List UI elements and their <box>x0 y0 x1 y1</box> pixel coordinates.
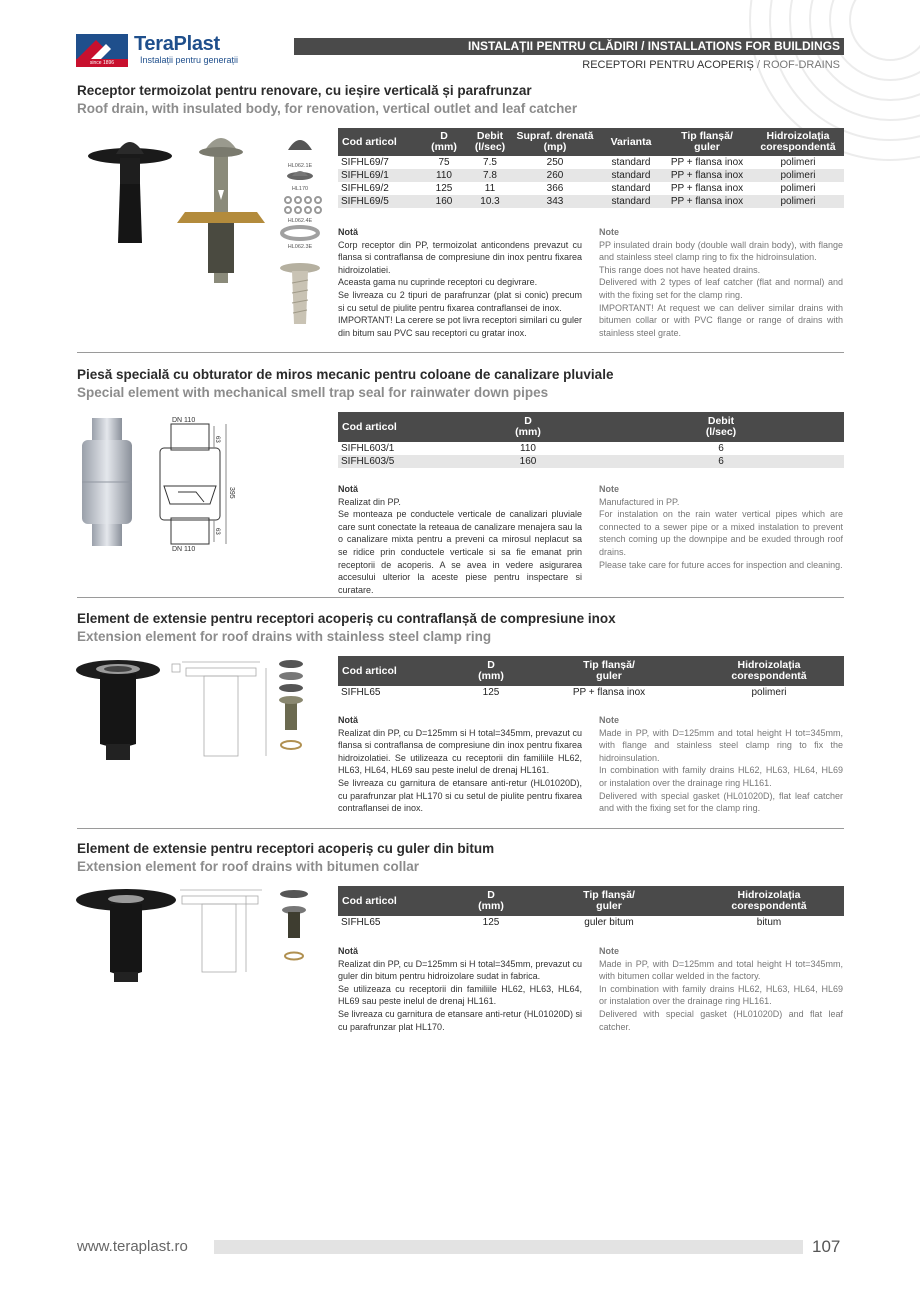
note-line: Se livreaza cu garnitura de etansare anti-retur (HL01020D), cu parafrunzar plat HL170 si cu setul de piulite pentru fixarea contraflansei de inox. <box>338 777 582 814</box>
note-line: Delivered with special gasket (HL01020D), flat leaf catcher and with the fixing set for the clamp ring. <box>599 790 843 814</box>
cell: 125 <box>418 182 470 195</box>
section-4-spec-table <box>338 886 844 929</box>
section-divider <box>77 352 844 353</box>
cell: 7.8 <box>470 169 510 182</box>
brand-name: TeraPlast <box>134 33 220 55</box>
cell: PP + flansa inox <box>662 195 752 208</box>
table-header-row <box>338 886 844 916</box>
cell: PP + flansa inox <box>524 686 694 699</box>
section-3-note-ro <box>338 714 582 815</box>
teraplast-logo <box>76 34 246 68</box>
cell: polimeri <box>752 195 844 208</box>
note-line: Made in PP, with D=125mm and total height H tot=345mm, with flange and stainless steel clamp ring to fix the hidroinsulation. <box>599 727 843 763</box>
cell: bitum <box>694 916 844 929</box>
cell: 75 <box>418 156 470 169</box>
cell: 343 <box>510 195 600 208</box>
col-header: D (mm) <box>458 656 524 686</box>
note-line: Realizat din PP. <box>338 496 401 507</box>
section-1-title-en: Roof drain, with insulated body, for renovation, vertical outlet and leaf catcher <box>77 101 578 116</box>
cell: 10.3 <box>470 195 510 208</box>
col-header: Hidroizolația corespondentă <box>694 656 844 686</box>
table-header-row <box>338 412 844 442</box>
section-1-title-ro: Receptor termoizolat pentru renovare, cu ieșire verticală și parafrunzar <box>77 83 532 98</box>
cell: standard <box>600 195 662 208</box>
note-line: Se utilizeaza cu receptorii din familiile HL62, HL63, HL64, HL69 sau peste inelul de drenaj HL161. <box>338 983 582 1007</box>
subcategory-en: ROOF-DRAINS <box>763 59 840 71</box>
col-header: Hidroizolația corespondentă <box>752 128 844 156</box>
cell: 125 <box>458 916 524 929</box>
roof-logo-icon <box>76 34 128 60</box>
extension-clamp-product-image <box>76 656 326 766</box>
cell: 366 <box>510 182 600 195</box>
col-header: Cod articol <box>338 656 458 686</box>
section-3-title-ro: Element de extensie pentru receptori acoperiș cu contraflanșă de compresiune inox <box>77 611 616 626</box>
cell: 160 <box>458 455 598 468</box>
table-row <box>338 916 844 929</box>
subcategory-separator: / <box>753 59 763 71</box>
section-2-note-ro <box>338 483 582 596</box>
section-3-spec-table <box>338 656 844 699</box>
cell: PP + flansa inox <box>662 156 752 169</box>
section-divider <box>77 597 844 598</box>
note-heading: Notă <box>338 484 358 494</box>
part-label: HL062.1E <box>287 163 313 169</box>
cell: standard <box>600 156 662 169</box>
section-4-title-en: Extension element for roof drains with bitumen collar <box>77 859 420 874</box>
cell: 11 <box>470 182 510 195</box>
section-2-title-en: Special element with mechanical smell trap seal for rainwater down pipes <box>77 385 549 400</box>
col-header: D (mm) <box>418 128 470 156</box>
section-2-note-en <box>599 483 843 571</box>
col-header: Debit (l/sec) <box>470 128 510 156</box>
cell: 250 <box>510 156 600 169</box>
col-header: Varianta <box>600 128 662 156</box>
note-heading: Note <box>599 484 619 494</box>
cell: 7.5 <box>470 156 510 169</box>
section-4-note-ro <box>338 945 582 1033</box>
cell: polimeri <box>694 686 844 699</box>
part-label: HL062.4E <box>287 218 313 224</box>
note-line: Corp receptor din PP, termoizolat anticondens prevazut cu flansa si contraflansa de compresiune din inox pentru fixarea hidroizolatiei. <box>338 239 582 275</box>
note-heading: Notă <box>338 946 358 956</box>
cell: 110 <box>458 442 598 455</box>
col-header: Debit (l/sec) <box>598 412 844 442</box>
cell: PP + flansa inox <box>662 182 752 195</box>
note-line: Delivered with special gasket (HL01020D) and flat leaf catcher. <box>599 1008 843 1032</box>
section-divider <box>77 828 844 829</box>
table-row <box>338 455 844 468</box>
cell: SIFHL69/2 <box>338 182 418 195</box>
note-line: Se livreaza cu 2 tipuri de parafrunzar (plat si conic) precum si cu setul de piulite pentru fixarea contraflansei de inox. <box>338 289 582 313</box>
note-line: This range does not have heated drains. <box>599 264 761 275</box>
note-line: Realizat din PP, cu D=125mm si H total=345mm, prevazut cu guler din bitum pentru hidroizolare sudat in fabrica. <box>338 958 582 982</box>
subcategory <box>500 59 840 71</box>
table-row <box>338 442 844 455</box>
cell: 6 <box>598 442 844 455</box>
dn-label: DN 110 <box>172 546 196 552</box>
table-row <box>338 156 844 169</box>
smell-trap-product-image <box>78 412 243 552</box>
part-label: HL062.3E <box>287 244 313 250</box>
note-heading: Notă <box>338 715 358 725</box>
footer-url[interactable]: www.teraplast.ro <box>77 1238 188 1255</box>
col-header: D (mm) <box>458 886 524 916</box>
section-2-title-ro: Piesă specială cu obturator de miros mecanic pentru coloane de canalizare pluviale <box>77 367 614 382</box>
cell: standard <box>600 182 662 195</box>
note-line: In combination with family drains HL62, HL63, HL64, HL69 or instalation over the drainage ring HL161. <box>599 983 843 1007</box>
note-heading: Note <box>599 946 619 956</box>
cell: SIFHL65 <box>338 916 458 929</box>
cell: SIFHL69/7 <box>338 156 418 169</box>
section-4-title-ro: Element de extensie pentru receptori acoperiș cu guler din bitum <box>77 841 495 856</box>
part-label: HL170 <box>291 186 309 192</box>
category-bar: INSTALAȚII PENTRU CLĂDIRI / INSTALLATIONS FOR BUILDINGS <box>294 38 844 55</box>
cell: SIFHL69/5 <box>338 195 418 208</box>
note-line: Aceasta gama nu cuprinde receptori cu degivrare. <box>338 277 538 288</box>
since-badge: since 1896 <box>76 59 128 67</box>
note-line: Realizat din PP, cu D=125mm si H total=345mm, prevazut cu flansa si contraflansa de compresiune din inox pentru fixarea hidroizolatiei. Se utilizeaza cu receptorii din familiile HL62, HL63, HL64, HL69 sau peste inelul de drenaj HL161. <box>338 727 582 776</box>
note-heading: Note <box>599 227 619 237</box>
footer-bar <box>214 1240 803 1254</box>
section-1-spec-table <box>338 128 844 208</box>
table-header-row <box>338 128 844 156</box>
cell: 6 <box>598 455 844 468</box>
cell: guler bitum <box>524 916 694 929</box>
col-header: Supraf. drenată (mp) <box>510 128 600 156</box>
height-label: 63 <box>214 528 220 535</box>
note-line: Manufactured in PP. <box>599 496 680 507</box>
note-line: In combination with family drains HL62, HL63, HL64, HL69 or instalation over the drainage ring HL161. <box>599 765 843 788</box>
col-header: Cod articol <box>338 128 418 156</box>
col-header: Hidroizolația corespondentă <box>694 886 844 916</box>
col-header: Tip flanșă/ guler <box>524 656 694 686</box>
section-3-note-en <box>599 714 843 815</box>
col-header: Tip flanșă/ guler <box>662 128 752 156</box>
cell: 160 <box>418 195 470 208</box>
cell: polimeri <box>752 169 844 182</box>
table-row <box>338 182 844 195</box>
section-2-spec-table <box>338 412 844 468</box>
cell: SIFHL603/5 <box>338 455 458 468</box>
cell: 260 <box>510 169 600 182</box>
section-3-title-en: Extension element for roof drains with stainless steel clamp ring <box>77 629 492 644</box>
note-heading: Note <box>599 715 619 725</box>
note-line: PP insulated drain body (double wall drain body), with flange and stainless steel clamp ring to fix the hidroinsulation. <box>599 239 843 263</box>
note-line: For instalation on the rain water vertical pipes which are connected to a sewer pipe or a mixed instalation to prevent stench coming up the downpipe and be exuded through roof drains. <box>599 509 843 557</box>
page-number: 107 <box>812 1237 841 1256</box>
table-row <box>338 195 844 208</box>
cell: standard <box>600 169 662 182</box>
note-line: Se monteaza pe conductele verticale de canalizari pluviale care sunt conectate la reteaua de canalizare menajera sau la o canalizare mixta pentru a preveni ca mirosul neplacut sa se ridice prin conductele verticale si sa fie emanat prin receptorii de acoperis. A se avea in vedere asigurarea accesului ulterior la aceste piese pentru inspectare si curatare. <box>338 509 582 595</box>
height-label: 63 <box>214 436 220 443</box>
table-header-row <box>338 656 844 686</box>
col-header: Cod articol <box>338 412 458 442</box>
col-header: Tip flanșă/ guler <box>524 886 694 916</box>
cell: SIFHL603/1 <box>338 442 458 455</box>
note-line: IMPORTANT! La cerere se pot livra receptori similari cu guler din bitum sau PVC sau receptori cu gratar inox. <box>338 315 582 338</box>
roof-drain-product-image <box>80 128 330 333</box>
cell: polimeri <box>752 182 844 195</box>
cell: 110 <box>418 169 470 182</box>
note-heading: Notă <box>338 227 358 237</box>
subcategory-ro: RECEPTORI PENTRU ACOPERIȘ <box>582 59 754 71</box>
section-1-note-ro <box>338 226 582 339</box>
cell: polimeri <box>752 156 844 169</box>
height-label: 395 <box>228 487 235 499</box>
col-header: D (mm) <box>458 412 598 442</box>
cell: 125 <box>458 686 524 699</box>
extension-bitumen-product-image <box>76 886 326 986</box>
section-1-note-en <box>599 226 843 339</box>
cell: SIFHL65 <box>338 686 458 699</box>
table-row <box>338 686 844 699</box>
note-line: IMPORTANT! At request we can deliver similar drains with bitumen collar or with PVC flange or range of drains with stainless steel grate. <box>599 302 843 338</box>
note-line: Please take care for future acces for inspection and cleaning. <box>599 559 843 570</box>
table-row <box>338 169 844 182</box>
cell: SIFHL69/1 <box>338 169 418 182</box>
note-line: Made in PP, with D=125mm and total height H tot=345mm, with bitumen collar welded in the factory. <box>599 958 843 982</box>
col-header: Cod articol <box>338 886 458 916</box>
brand-tagline: Instalații pentru generații <box>140 55 239 65</box>
section-4-note-en <box>599 945 843 1033</box>
note-line: Delivered with 2 types of leaf catcher (flat and normal) and with the fixing set for the clamp ring. <box>599 277 843 300</box>
cell: PP + flansa inox <box>662 169 752 182</box>
dn-label: DN 110 <box>172 417 196 424</box>
note-line: Se livreaza cu garnitura de etansare anti-retur (HL01020D) si cu parafrunzar plat HL170. <box>338 1008 582 1032</box>
